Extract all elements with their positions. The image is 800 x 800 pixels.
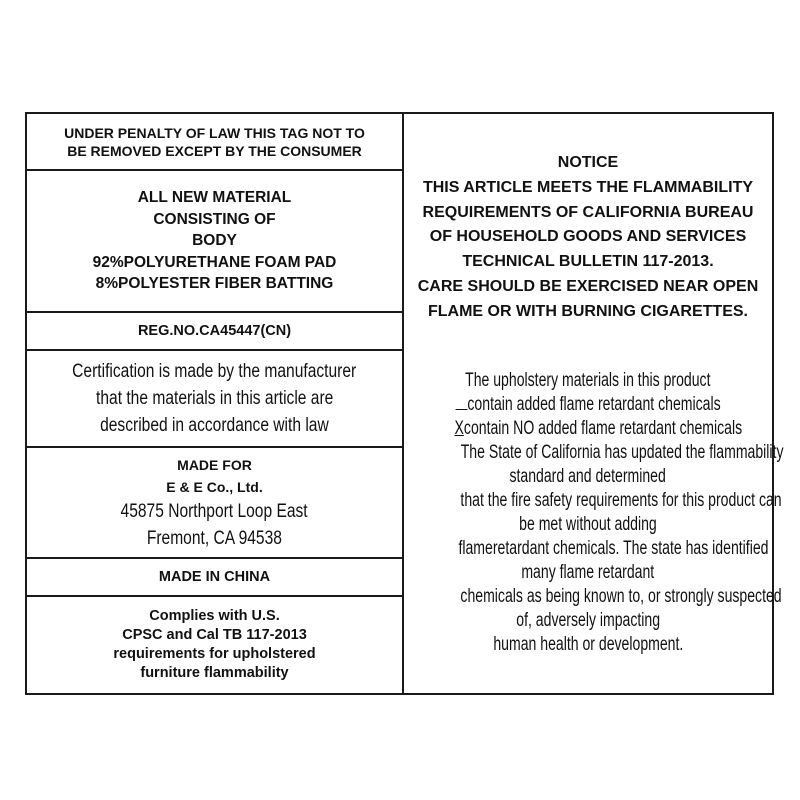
notice-line: CARE SHOULD BE EXERCISED NEAR OPEN xyxy=(417,277,759,295)
notice-line: THIS ARTICLE MEETS THE FLAMMABILITY xyxy=(422,178,754,196)
state-text-line: human health or development. xyxy=(493,634,683,655)
notice-block xyxy=(404,151,772,325)
state-text-line: be met without adding xyxy=(519,514,657,535)
notice-heading: NOTICE xyxy=(557,154,619,171)
state-text-line: standard and determined xyxy=(509,466,667,487)
state-text-line: chemicals as being known to, or strongly suspected xyxy=(460,586,782,607)
certification-line: described in accordance with law xyxy=(100,415,329,436)
option-contains-no: contain NO added flame retardant chemicals xyxy=(463,418,743,439)
material-section xyxy=(27,171,402,313)
state-text-line: flameretardant chemicals. The state has identified xyxy=(458,538,769,559)
complies-section xyxy=(27,597,402,693)
state-text-line: of, adversely impacting xyxy=(516,610,660,631)
material-line: 92%POLYURETHANE FOAM PAD xyxy=(92,253,337,271)
origin-section xyxy=(27,559,402,597)
state-text-line: that the fire safety requirements for this product can xyxy=(460,490,782,511)
certification-line: Certification is made by the manufacturer xyxy=(72,361,357,382)
company-name: E & E Co., Ltd. xyxy=(166,478,263,495)
complies-line: Complies with U.S. xyxy=(149,608,280,624)
upholstery-disclosure xyxy=(404,369,784,657)
registration-section xyxy=(27,313,402,351)
made-for-label: MADE FOR xyxy=(177,456,252,473)
address-line-2: Fremont, CA 94538 xyxy=(146,527,283,549)
made-for-section xyxy=(27,448,402,559)
penalty-section xyxy=(27,114,402,171)
material-line: 8%POLYESTER FIBER BATTING xyxy=(95,275,334,293)
state-text-line: The State of California has updated the flammability xyxy=(460,442,784,463)
law-tag xyxy=(25,112,784,695)
option-contains: contain added flame retardant chemicals xyxy=(467,394,721,415)
state-text-line: many flame retardant xyxy=(521,562,655,583)
complies-line: furniture flammability xyxy=(140,665,289,681)
upholstery-intro: The upholstery materials in this product xyxy=(465,370,711,391)
address-line-1: 45875 Northport Loop East xyxy=(120,500,309,522)
registration-number: REG.NO.CA45447(CN) xyxy=(137,323,292,339)
right-panel xyxy=(404,114,784,693)
certification-line: that the materials in this article are xyxy=(95,388,334,409)
blank-checkbox xyxy=(455,395,467,410)
left-panel xyxy=(27,114,402,693)
notice-line: REQUIREMENTS OF CALIFORNIA BUREAU xyxy=(422,203,754,221)
material-line: BODY xyxy=(192,232,237,250)
complies-line: requirements for upholstered xyxy=(113,646,316,662)
certification-section xyxy=(27,351,402,448)
material-line: ALL NEW MATERIAL xyxy=(137,189,292,207)
material-line: CONSISTING OF xyxy=(153,210,276,228)
country-of-origin: MADE IN CHINA xyxy=(158,569,271,585)
notice-line: OF HOUSEHOLD GOODS AND SERVICES xyxy=(429,228,747,246)
penalty-line: BE REMOVED EXCEPT BY THE CONSUMER xyxy=(67,142,362,159)
penalty-line: UNDER PENALTY OF LAW THIS TAG NOT TO xyxy=(64,124,365,141)
notice-line: TECHNICAL BULLETIN 117-2013. xyxy=(462,253,714,271)
x-mark: X xyxy=(454,418,464,439)
notice-line: FLAME OR WITH BURNING CIGARETTES. xyxy=(428,302,748,320)
complies-line: CPSC and Cal TB 117-2013 xyxy=(122,627,307,643)
